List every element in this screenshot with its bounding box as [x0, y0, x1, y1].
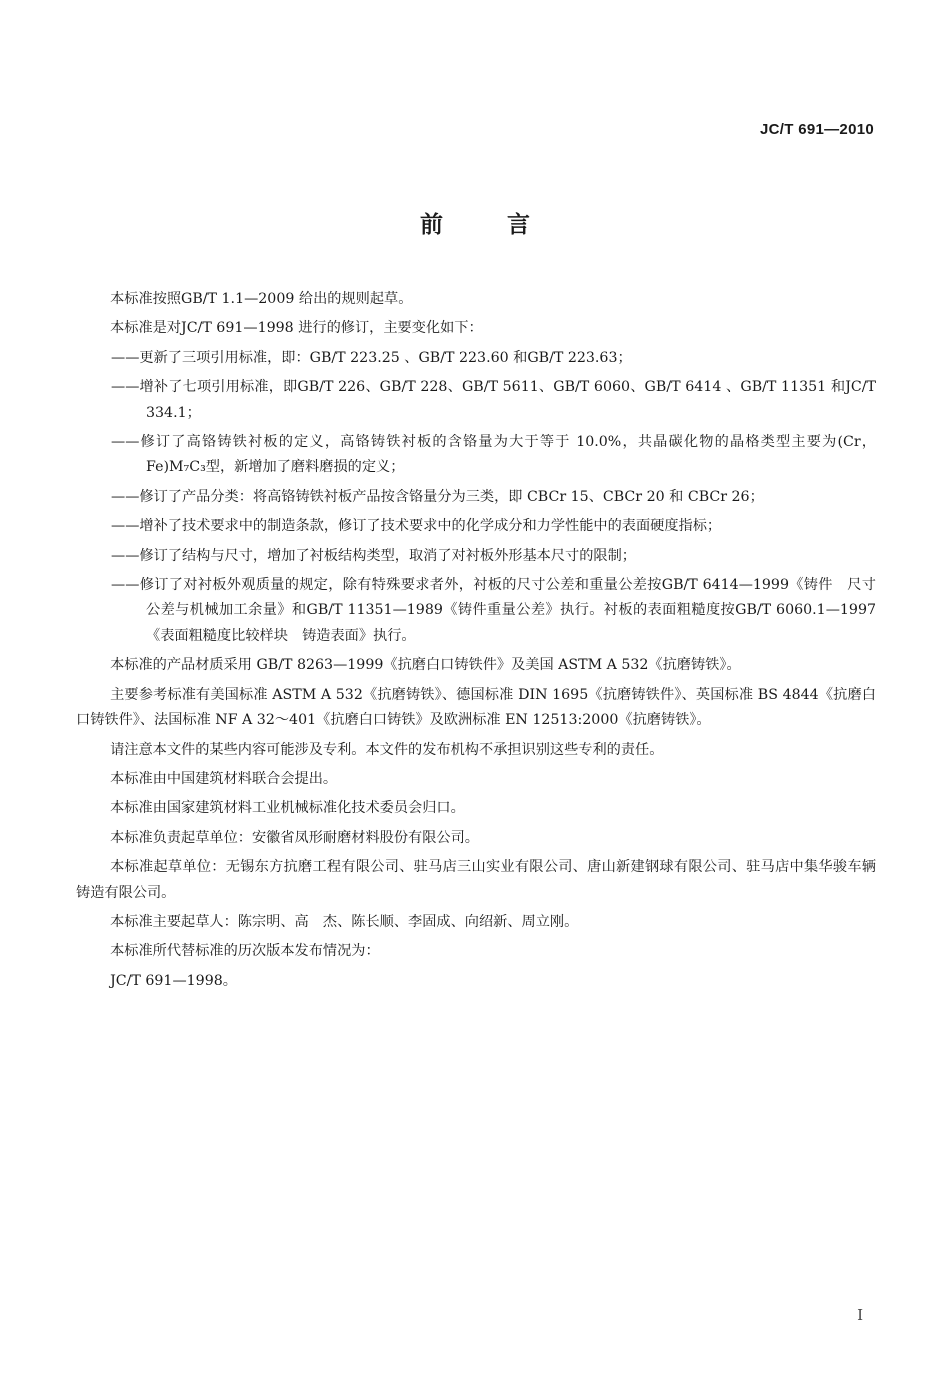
paragraph: JC/T 691—1998。 [110, 972, 237, 989]
change-item: ——修订了结构与尺寸，增加了衬板结构类型，取消了对衬板外形基本尺寸的限制； [111, 547, 636, 564]
paragraph: 本标准按照GB/T 1.1—2009 给出的规则起草。 [110, 291, 413, 307]
paragraph: 本标准由国家建筑材料工业机械标准化技术委员会归口。 [110, 800, 465, 817]
change-item: ——修订了对衬板外观质量的规定，除有特殊要求者外，衬板的尺寸公差和重量公差按GB/T 6414—1999《铸件 尺寸公差与机械加工余量》和GB/T 11351—1989《铸件重量公差》执行。衬板的表面粗糙度按GB/T 6060.1—1997《表面粗糙度比较样块 铸造表面》执行。 [111, 577, 876, 644]
paragraph: 本标准由中国建筑材料联合会提出。 [110, 770, 338, 787]
paragraph: 本标准起草单位：无锡东方抗磨工程有限公司、驻马店三山实业有限公司、唐山新建钢球有限公司、驻马店中集华骏车辆铸造有限公司。 [76, 859, 876, 901]
paragraph: 本标准所代替标准的历次版本发布情况为： [110, 943, 380, 960]
change-item: ——增补了七项引用标准，即GB/T 226、GB/T 228、GB/T 5611、GB/T 6060、GB/T 6414 、GB/T 11351 和JC/T 334.1； [111, 379, 876, 421]
paragraph: 本标准主要起草人：陈宗明、高 杰、陈长顺、李固成、向绍新、周立刚。 [110, 913, 579, 930]
paragraph: 主要参考标准有美国标准 ASTM A 532《抗磨铸铁》、德国标准 DIN 1695《抗磨铸铁件》、英国标准 BS 4844《抗磨白口铸铁件》、法国标准 NF A 32～401《抗磨白口铸铁》及欧洲标准 EN 12513:2000《抗磨铸铁》。 [76, 686, 876, 729]
document-body [76, 287, 876, 994]
page-title: 前 言 [419, 212, 558, 238]
change-item: ——更新了三项引用标准，即：GB/T 223.25 、GB/T 223.60 和GB/T 223.63； [111, 349, 632, 366]
change-item: ——修订了产品分类：将高铬铸铁衬板产品按含铬量分为三类，即 CBCr 15、CBCr 20 和 CBCr 26； [111, 488, 764, 505]
paragraph: 本标准的产品材质采用 GB/T 8263—1999《抗磨白口铸铁件》及美国 ASTM A 532《抗磨铸铁》。 [110, 657, 741, 674]
paragraph: 请注意本文件的某些内容可能涉及专利。本文件的发布机构不承担识别这些专利的责任。 [110, 741, 664, 758]
change-item: ——增补了技术要求中的制造条款，修订了技术要求中的化学成分和力学性能中的表面硬度指标； [111, 518, 722, 535]
paragraph: 本标准负责起草单位：安徽省凤形耐磨材料股份有限公司。 [110, 829, 479, 846]
standard-code: JC/T 691—2010 [760, 121, 874, 138]
paragraph: 本标准是对JC/T 691—1998 进行的修订，主要变化如下： [110, 320, 483, 337]
change-item: ——修订了高铬铸铁衬板的定义，高铬铸铁衬板的含铬量为大于等于 10.0%，共晶碳化物的晶格类型主要为(Cr，Fe)M₇C₃型，新增加了磨料磨损的定义； [111, 434, 876, 476]
page-number: I [857, 1306, 863, 1324]
